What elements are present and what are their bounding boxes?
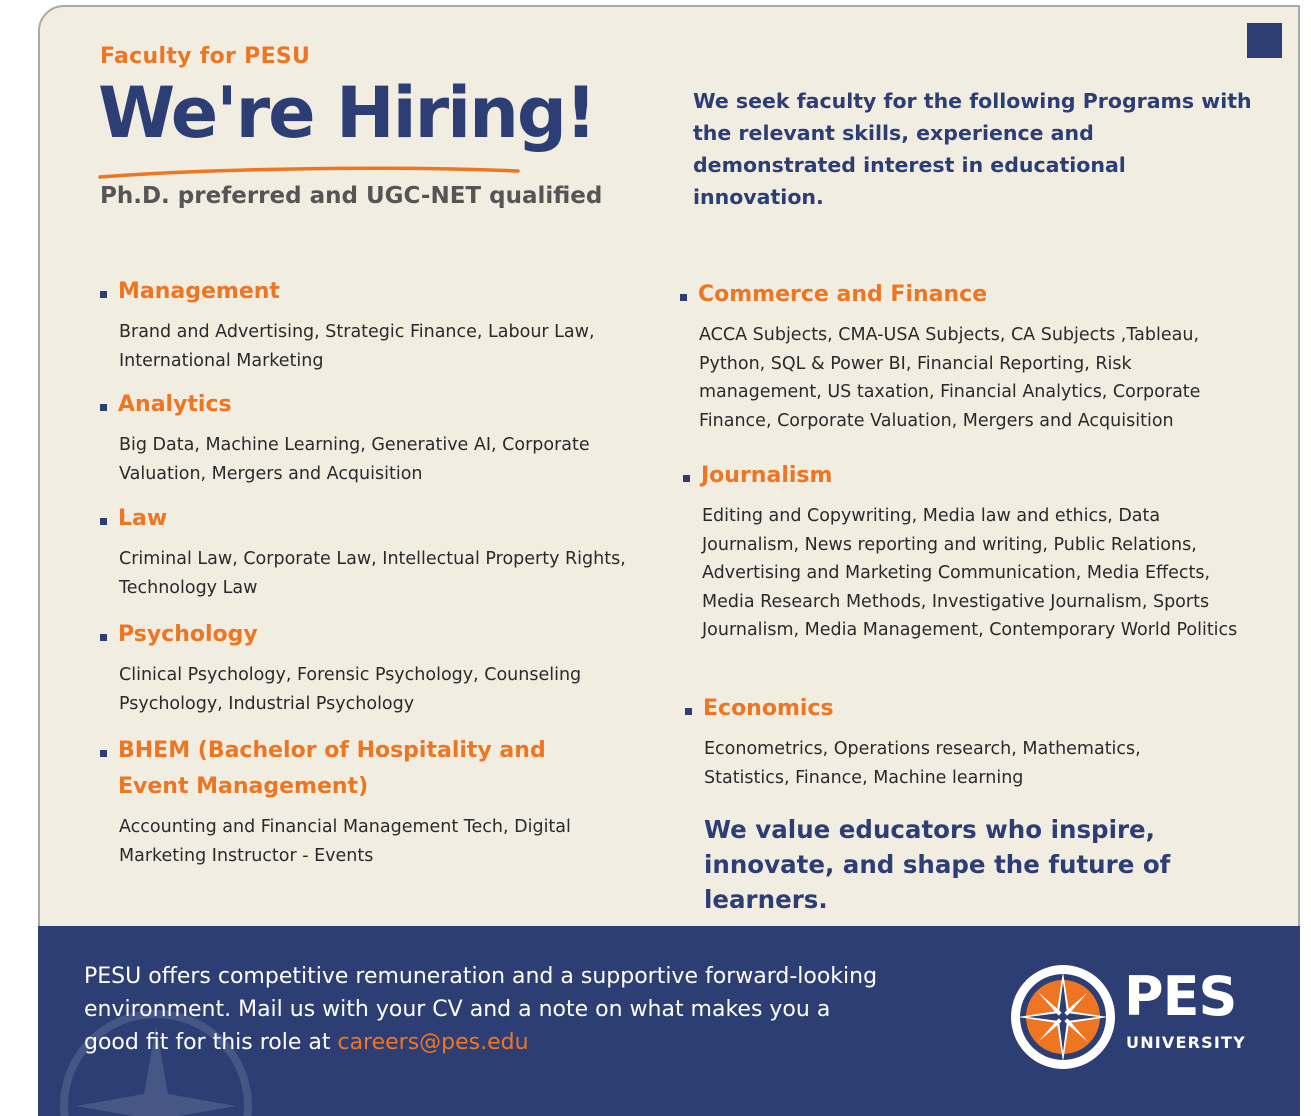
bullet-square [683,475,690,482]
program-psychology [100,623,639,718]
program-skills: Big Data, Machine Learning, Generative AI, Corporate Valuation, Mergers and Acquisition [119,435,590,484]
program-economics [685,697,1184,792]
careers-email-link[interactable]: careers@pes.edu [337,1030,529,1055]
bullet-square [100,518,107,525]
pes-university-logo [1008,962,1268,1072]
program-skills: Clinical Psychology, Forensic Psychology, Counseling Psychology, Industrial Psychology [119,665,582,714]
eyebrow-label: Faculty for PESU [100,44,311,69]
program-skills: Brand and Advertising, Strategic Finance, Labour Law, International Marketing [119,322,595,371]
program-skills: ACCA Subjects, CMA-USA Subjects, CA Subjects ,Tableau, Python, SQL & Power BI, Financial Reporting, Risk management, US taxation, Financial Analytics, Corporate Finance, Corporate Valuation, Mergers and Acquisition [699,325,1201,431]
logo-wordmark: PES [1124,965,1237,1028]
compass-rose-icon [1008,962,1118,1072]
program-title: Economics [703,696,834,721]
program-law [100,507,639,602]
program-title: Management [118,279,280,304]
program-title: BHEM (Bachelor of Hospitality and Event Management) [118,738,546,799]
footer-banner [38,926,1300,1116]
bullet-square [100,404,107,411]
program-skills: Accounting and Financial Management Tech, Digital Marketing Instructor - Events [119,817,571,866]
program-skills: Criminal Law, Corporate Law, Intellectual Property Rights, Technology Law [119,549,626,598]
corner-accent-square [1247,23,1282,58]
program-title: Psychology [118,622,258,647]
bullet-square [680,294,687,301]
program-title: Journalism [701,463,833,488]
intro-text: We seek faculty for the following Programs with the relevant skills, experience and demonstrated interest in educational innovation. [693,89,1252,209]
program-bhem [100,739,639,870]
program-journalism [683,464,1242,645]
program-title: Commerce and Finance [698,282,988,307]
qualification-subhead: Ph.D. preferred and UGC-NET qualified [100,183,603,209]
footer-text: PESU offers competitive remuneration and a supportive forward-looking environment. Mail us with your CV and a note on what makes you a good fit for this role at [84,964,878,1055]
program-title: Law [118,506,168,531]
program-title: Analytics [118,392,232,417]
bullet-square [100,291,107,298]
logo-subtitle: UNIVERSITY [1126,1033,1246,1052]
footer-message [84,960,884,1059]
program-management [100,280,639,375]
program-analytics [100,393,639,488]
bullet-square [100,634,107,641]
closing-statement: We value educators who inspire, innovate, and shape the future of learners. [704,815,1171,914]
program-commerce-finance [680,283,1229,435]
program-skills: Editing and Copywriting, Media law and ethics, Data Journalism, News reporting and writing, Public Relations, Advertising and Marketing Communication, Media Effects, Media Research Methods, Investigative Journalism, Sports Journalism, Media Management, Contemporary World Politics [702,506,1238,641]
headline: We're Hiring! [98,72,595,154]
bullet-square [100,750,107,757]
bullet-square [685,708,692,715]
program-skills: Econometrics, Operations research, Mathematics, Statistics, Finance, Machine learning [704,739,1141,788]
